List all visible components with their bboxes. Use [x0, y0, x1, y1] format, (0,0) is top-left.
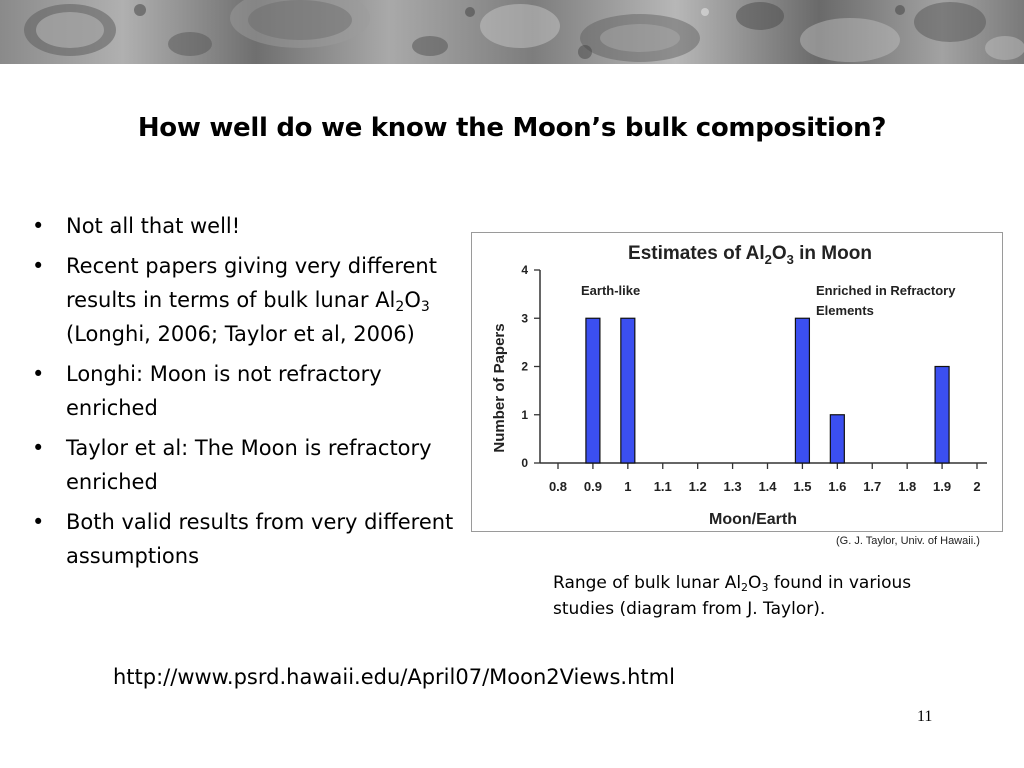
y-tick-label: 3 — [521, 311, 528, 326]
x-tick-label: 1.6 — [828, 479, 847, 494]
data-bar — [830, 415, 844, 463]
bullet-item — [26, 249, 456, 351]
x-tick-label: 1 — [624, 479, 632, 494]
data-bar — [586, 318, 600, 463]
bullet-text: Recent papers giving very different results in terms of bulk lunar $Al_2O_3$ (Longhi, 2006; Taylor et al, 2006) — [66, 254, 437, 346]
chart-credit: (G. J. Taylor, Univ. of Hawaii.) — [836, 535, 980, 547]
data-bar — [935, 367, 949, 464]
annotation-refractory-line1: Enriched in Refractory — [816, 283, 956, 298]
page-number: 11 — [917, 708, 933, 725]
bullet-text: Longhi: Moon is not refractory enriched — [66, 362, 382, 420]
x-tick-label: 1.8 — [898, 479, 917, 494]
y-tick-label: 0 — [521, 456, 528, 470]
y-axis-label: Number of Papers — [491, 323, 508, 453]
bullet-item — [26, 209, 456, 243]
moon-surface-banner — [0, 0, 1024, 64]
bullet-marker: • — [32, 254, 45, 278]
bullet-marker: • — [32, 214, 45, 238]
bullet-item — [26, 357, 456, 425]
bullet-text: Both valid results from very different assumptions — [66, 510, 454, 568]
y-tick-label: 4 — [521, 263, 528, 277]
y-tick-label: 1 — [521, 407, 528, 422]
bullet-item — [26, 431, 456, 499]
chart-title: Estimates of $Al_2O_3$ in Moon — [628, 243, 872, 267]
crater-texture — [0, 0, 1024, 64]
annotation-earth-like: Earth-like — [581, 283, 641, 298]
slide-title: How well do we know the Moon’s bulk composition? — [137, 113, 887, 143]
al2o3-chart — [471, 232, 1003, 532]
chart-svg — [472, 233, 1002, 531]
annotation-refractory-line2: Elements — [816, 303, 874, 318]
source-url-text: http://www.psrd.hawaii.edu/April07/Moon2Views.html — [113, 665, 675, 689]
bullet-list — [26, 209, 456, 579]
x-tick-label: 1.1 — [653, 479, 672, 494]
x-tick-label: 0.8 — [548, 479, 568, 494]
x-tick-label: 0.9 — [583, 479, 602, 494]
bullet-text: Not all that well! — [66, 214, 241, 238]
data-bar — [795, 318, 809, 463]
x-tick-label: 1.3 — [723, 479, 742, 494]
x-tick-label: 1.2 — [688, 479, 707, 494]
x-axis-label: Moon/Earth — [709, 511, 797, 528]
x-tick-label: 1.7 — [863, 479, 882, 494]
figure-caption: Range of bulk lunar $Al_2O_3$ found in various studies (diagram from J. Taylor). — [553, 573, 912, 619]
x-tick-label: 1.4 — [758, 479, 777, 494]
y-tick-label: 2 — [521, 359, 528, 374]
x-tick-label: 2 — [973, 479, 981, 494]
bullet-marker: • — [32, 362, 45, 386]
data-bar — [621, 318, 635, 463]
bullet-marker: • — [32, 436, 45, 460]
x-tick-label: 1.9 — [933, 479, 952, 494]
bullet-marker: • — [32, 510, 45, 534]
bullet-text: Taylor et al: The Moon is refractory enriched — [66, 436, 432, 494]
x-tick-label: 1.5 — [793, 479, 812, 494]
bullet-item — [26, 505, 456, 573]
